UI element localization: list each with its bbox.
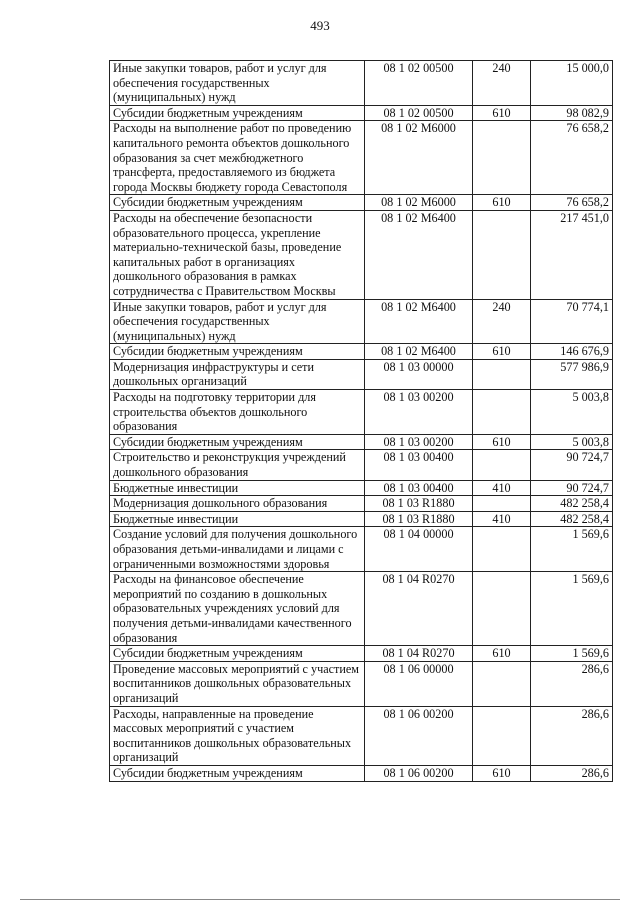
budget-table (109, 60, 613, 782)
row-code: 08 1 02 М6400 (365, 210, 473, 299)
table-row (110, 765, 613, 781)
row-type: 610 (473, 195, 531, 211)
row-type: 610 (473, 434, 531, 450)
row-type: 610 (473, 344, 531, 360)
row-amount: 5 003,8 (531, 434, 613, 450)
table-row (110, 646, 613, 662)
row-name: Расходы, направленные на проведение массовых мероприятий с участием воспитанников дошкольных образовательных организаций (110, 706, 365, 765)
row-code: 08 1 06 00200 (365, 706, 473, 765)
row-amount: 98 082,9 (531, 105, 613, 121)
row-code: 08 1 06 00000 (365, 661, 473, 706)
row-amount: 76 658,2 (531, 121, 613, 195)
row-type: 610 (473, 105, 531, 121)
table-row (110, 344, 613, 360)
row-type (473, 661, 531, 706)
row-name: Строительство и реконструкция учреждений дошкольного образования (110, 450, 365, 480)
row-amount: 1 569,6 (531, 527, 613, 572)
budget-table-body (110, 61, 613, 782)
row-type: 410 (473, 511, 531, 527)
row-name: Бюджетные инвестиции (110, 511, 365, 527)
row-name: Субсидии бюджетным учреждениям (110, 765, 365, 781)
row-name: Создание условий для получения дошкольного образования детьми-инвалидами и лицами с ограниченными возможностями здоровья (110, 527, 365, 572)
row-amount: 90 724,7 (531, 450, 613, 480)
row-amount: 286,6 (531, 661, 613, 706)
table-row (110, 210, 613, 299)
row-name: Субсидии бюджетным учреждениям (110, 195, 365, 211)
row-code: 08 1 03 R1880 (365, 511, 473, 527)
page-number: 493 (310, 18, 330, 33)
table-row (110, 359, 613, 389)
row-amount: 286,6 (531, 765, 613, 781)
row-code: 08 1 03 00400 (365, 450, 473, 480)
row-code: 08 1 03 00200 (365, 390, 473, 435)
table-row (110, 121, 613, 195)
row-amount: 286,6 (531, 706, 613, 765)
table-row (110, 434, 613, 450)
row-name: Расходы на обеспечение безопасности образовательного процесса, укрепление материально-технической базы, проведение капитальных работ в организациях дошкольного образования в рамках сотрудничества с Правительством Москвы (110, 210, 365, 299)
row-amount: 90 724,7 (531, 480, 613, 496)
row-code: 08 1 02 М6000 (365, 195, 473, 211)
row-amount: 217 451,0 (531, 210, 613, 299)
table-row (110, 511, 613, 527)
row-type (473, 121, 531, 195)
table-row (110, 105, 613, 121)
row-amount: 482 258,4 (531, 496, 613, 512)
table-row (110, 480, 613, 496)
row-code: 08 1 04 00000 (365, 527, 473, 572)
row-name: Субсидии бюджетным учреждениям (110, 344, 365, 360)
row-type: 610 (473, 646, 531, 662)
row-code: 08 1 03 00200 (365, 434, 473, 450)
row-code: 08 1 02 М6000 (365, 121, 473, 195)
row-code: 08 1 02 00500 (365, 105, 473, 121)
row-type: 610 (473, 765, 531, 781)
table-row (110, 450, 613, 480)
row-name: Бюджетные инвестиции (110, 480, 365, 496)
row-amount: 76 658,2 (531, 195, 613, 211)
row-code: 08 1 04 R0270 (365, 646, 473, 662)
row-amount: 577 986,9 (531, 359, 613, 389)
row-name: Расходы на выполнение работ по проведению капитального ремонта объектов дошкольного образования за счет межбюджетного трансферта, предоставляемого из бюджета города Москвы бюджету города Севастополя (110, 121, 365, 195)
row-type (473, 527, 531, 572)
table-row (110, 61, 613, 106)
row-code: 08 1 03 R1880 (365, 496, 473, 512)
row-type (473, 359, 531, 389)
row-name: Модернизация дошкольного образования (110, 496, 365, 512)
row-type: 410 (473, 480, 531, 496)
page-bottom-rule (20, 899, 620, 900)
row-type (473, 450, 531, 480)
row-amount: 1 569,6 (531, 646, 613, 662)
row-amount: 1 569,6 (531, 572, 613, 646)
table-row (110, 299, 613, 344)
row-code: 08 1 02 М6400 (365, 299, 473, 344)
row-type (473, 496, 531, 512)
row-amount: 482 258,4 (531, 511, 613, 527)
row-code: 08 1 04 R0270 (365, 572, 473, 646)
row-code: 08 1 03 00000 (365, 359, 473, 389)
row-amount: 70 774,1 (531, 299, 613, 344)
row-name: Субсидии бюджетным учреждениям (110, 105, 365, 121)
row-name: Субсидии бюджетным учреждениям (110, 646, 365, 662)
table-row (110, 527, 613, 572)
row-name: Субсидии бюджетным учреждениям (110, 434, 365, 450)
row-type: 240 (473, 299, 531, 344)
table-row (110, 706, 613, 765)
row-amount: 146 676,9 (531, 344, 613, 360)
row-type (473, 706, 531, 765)
row-code: 08 1 02 00500 (365, 61, 473, 106)
row-name: Расходы на финансовое обеспечение мероприятий по созданию в дошкольных образовательных учреждениях условий для получения детьми-инвалидами качественного образования (110, 572, 365, 646)
row-code: 08 1 03 00400 (365, 480, 473, 496)
row-type (473, 390, 531, 435)
row-name: Иные закупки товаров, работ и услуг для обеспечения государственных (муниципальных) нужд (110, 299, 365, 344)
row-name: Проведение массовых мероприятий с участием воспитанников дошкольных образовательных организаций (110, 661, 365, 706)
row-type (473, 572, 531, 646)
row-name: Расходы на подготовку территории для строительства объектов дошкольного образования (110, 390, 365, 435)
row-code: 08 1 06 00200 (365, 765, 473, 781)
row-code: 08 1 02 М6400 (365, 344, 473, 360)
table-row (110, 390, 613, 435)
row-amount: 15 000,0 (531, 61, 613, 106)
row-amount: 5 003,8 (531, 390, 613, 435)
table-row (110, 572, 613, 646)
row-name: Модернизация инфраструктуры и сети дошкольных организаций (110, 359, 365, 389)
table-row (110, 195, 613, 211)
table-row (110, 496, 613, 512)
row-name: Иные закупки товаров, работ и услуг для обеспечения государственных (муниципальных) нужд (110, 61, 365, 106)
row-type: 240 (473, 61, 531, 106)
table-row (110, 661, 613, 706)
row-type (473, 210, 531, 299)
